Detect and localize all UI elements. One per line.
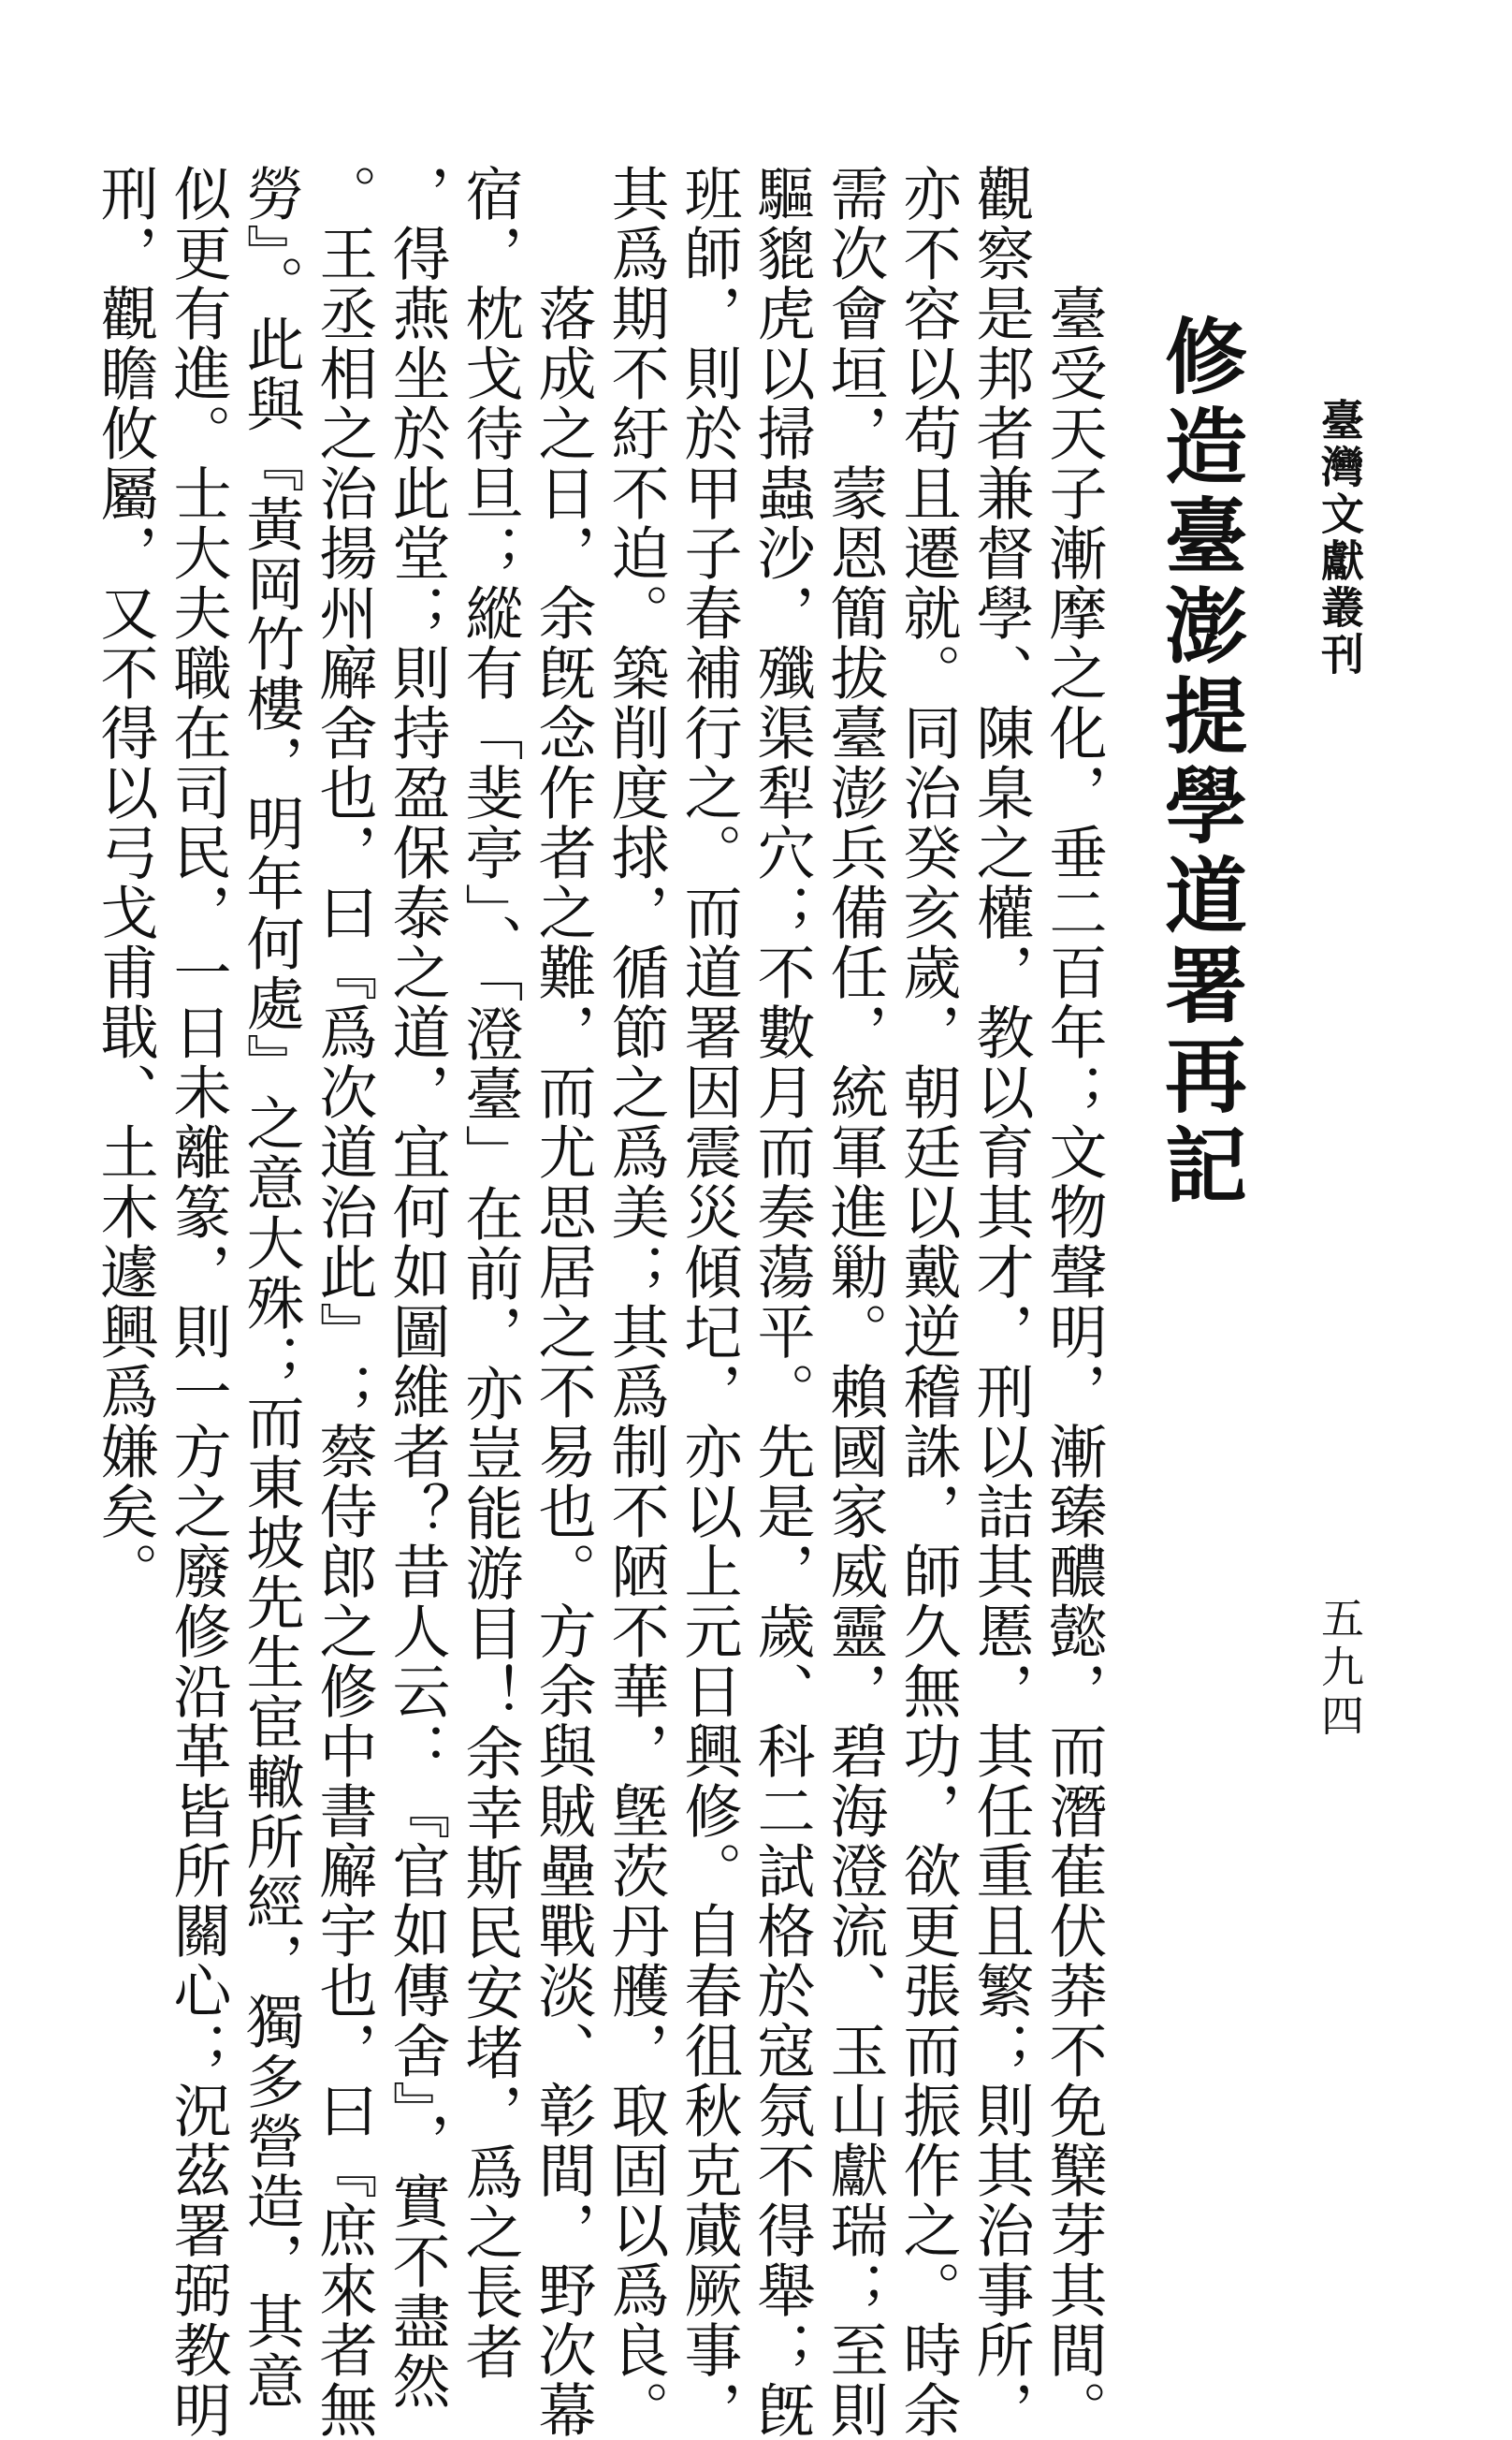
text-column: 觀察是邦者兼督學、陳臬之權，教以育其才，刑以詰其慝，其任重且繁；則其治事所， <box>967 164 1035 2440</box>
text-column: 需次會垣，蒙恩簡拔臺澎兵備任，統軍進勦。賴國家威靈，碧海澄流、玉山獻瑞；至則 <box>821 164 889 2440</box>
text-column: 班師，則於甲子春補行之。而道署因震災傾圮，亦以上元日興修。自春徂秋克蕆厥事， <box>675 164 743 2440</box>
text-column: 宿，枕戈待旦；縱有「斐亭」、「澄臺」在前，亦豈能游目！余幸斯民安堵，爲之長者 <box>456 164 524 2382</box>
text-column: 勞』。此與『黃岡竹樓，明年何處』之意大殊；而東坡先生宦轍所經，獨多營造，其意 <box>237 164 305 2411</box>
text-column: 亦不容以苟且遷就。同治癸亥歲，朝廷以戴逆稽誅，師久無功，欲更張而振作之。時余 <box>894 164 962 2440</box>
text-column: 其爲期不紆不迫。築削度捄，循節之爲美；其爲制不陋不華，墍茨丹雘，取固以爲良。 <box>602 164 670 2440</box>
page-number: 五九四 <box>1315 1596 1365 1742</box>
text-column: ，得燕坐於此堂；則持盈保泰之道，宜何如圖維者？昔人云：『官如傳舍』，實不盡然 <box>383 164 451 2411</box>
article-body <box>88 164 1110 2440</box>
text-column: 臺受天子漸摩之化，垂二百年；文物聲明，漸臻醲懿，而潛萑伏莽不免櫱芽其間。 <box>1040 164 1108 2440</box>
text-column: 。王丞相之治揚州廨舍也，曰『爲次道治此』；蔡侍郎之修中書廨宇也，曰『庶來者無 <box>310 164 378 2440</box>
text-column: 驅貔虎以掃蟲沙，殲渠犁穴；不數月而奏蕩平。先是，歲、科二試格於寇氛不得舉；旣 <box>748 164 816 2440</box>
text-column: 刑，觀瞻攸屬，又不得以弓戈甫戢、土木遽興爲嫌矣。 <box>91 164 159 1601</box>
text-column: 似更有進。士大夫職在司民，一日未離篆，則一方之廢修沿革皆所關心；況茲署弼教明 <box>164 164 232 2440</box>
text-column: 落成之日，余旣念作者之難，而尤思居之不易也。方余與賊壘戰淡、彰間，野次幕 <box>529 164 597 2440</box>
article-title: 修造臺澎提學道署再記 <box>1152 314 1249 1212</box>
running-header: 臺灣文獻叢刊 <box>1315 398 1365 679</box>
